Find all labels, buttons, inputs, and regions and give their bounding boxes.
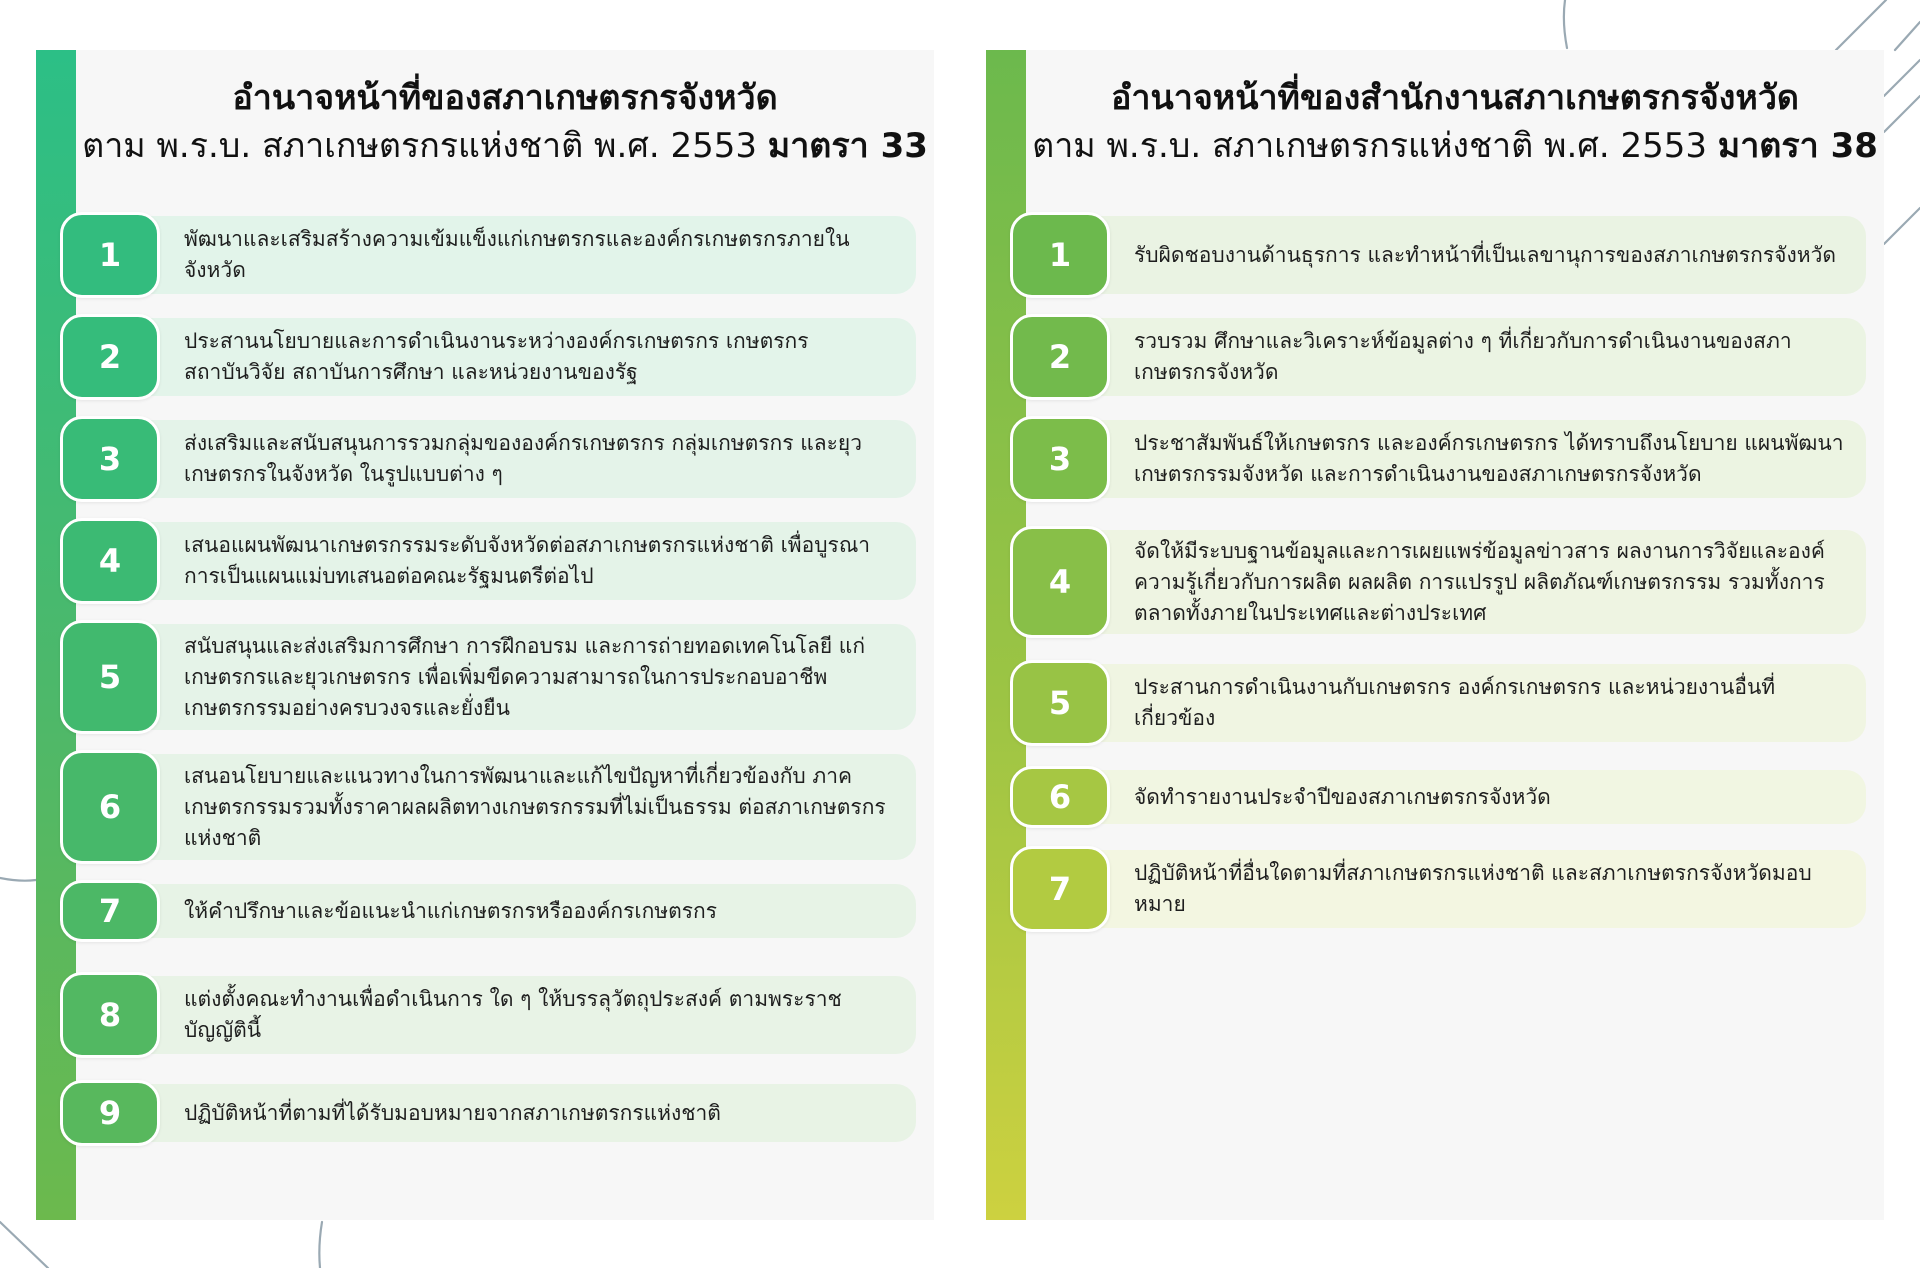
corner-line-bottom-1 bbox=[0, 1222, 48, 1268]
item-number-badge: 8 bbox=[60, 972, 160, 1058]
left-title-line2 bbox=[76, 122, 934, 170]
right-duty-item-2 bbox=[1010, 314, 1866, 400]
item-number-badge: 1 bbox=[60, 212, 160, 298]
item-text: รวบรวม ศึกษาและวิเคราะห์ข้อมูลต่าง ๆ ที่เกี่ยวกับการดำเนินงานของสภาเกษตรกรจังหวัด bbox=[1134, 329, 1792, 384]
corner-line-right-2 bbox=[1884, 96, 1920, 132]
item-text: พัฒนาและเสริมสร้างความเข้มแข็งแก่เกษตรกรและองค์กรเกษตรกรภายในจังหวัด bbox=[184, 227, 850, 282]
right-title-line1: อำนาจหน้าที่ของสำนักงานสภาเกษตรกรจังหวัด bbox=[1111, 78, 1799, 118]
item-text: ให้คำปรึกษาและข้อแนะนำแก่เกษตรกรหรือองค์กรเกษตรกร bbox=[184, 898, 718, 923]
item-text: จัดทำรายงานประจำปีของสภาเกษตรกรจังหวัด bbox=[1134, 784, 1551, 809]
left-duty-item-7 bbox=[60, 880, 916, 942]
left-duty-item-3 bbox=[60, 416, 916, 502]
right-duty-item-7 bbox=[1010, 846, 1866, 932]
item-number-badge: 7 bbox=[60, 880, 160, 942]
corner-line-bottom-2 bbox=[319, 1222, 322, 1268]
item-number-badge: 2 bbox=[60, 314, 160, 400]
right-duty-item-3 bbox=[1010, 416, 1866, 502]
left-title-line1: อำนาจหน้าที่ของสภาเกษตรกรจังหวัด bbox=[232, 78, 778, 118]
item-text: เสนอนโยบายและแนวทางในการพัฒนาและแก้ไขปัญหาที่เกี่ยวข้องกับ ภาคเกษตรกรรมรวมทั้งราคาผลผลิตทางเกษตรกรรมที่ไม่เป็นธรรม ต่อสภาเกษตรกรแห่งชาติ bbox=[184, 763, 886, 850]
left-duty-item-6 bbox=[60, 750, 916, 864]
right-title-line2-prefix: ตาม พ.ร.บ. สภาเกษตรกรแห่งชาติ พ.ศ. 2553 bbox=[1032, 126, 1718, 166]
item-number-badge: 7 bbox=[1010, 846, 1110, 932]
item-text: ปฏิบัติหน้าที่ตามที่ได้รับมอบหมายจากสภาเกษตรกรแห่งชาติ bbox=[184, 1100, 721, 1125]
left-duty-item-9 bbox=[60, 1080, 916, 1146]
item-number-badge: 4 bbox=[60, 518, 160, 604]
item-text: รับผิดชอบงานด้านธุรการ และทำหน้าที่เป็นเลขานุการของสภาเกษตรกรจังหวัด bbox=[1134, 242, 1836, 267]
corner-line-right-1 bbox=[1884, 60, 1920, 96]
item-text: ประชาสัมพันธ์ให้เกษตรกร และองค์กรเกษตรกร ได้ทราบถึงนโยบาย แผนพัฒนาเกษตรกรรมจังหวัด และการดำเนินงานของสภาเกษตรกรจังหวัด bbox=[1134, 431, 1844, 486]
item-number-badge: 9 bbox=[60, 1080, 160, 1146]
item-number-badge: 5 bbox=[1010, 660, 1110, 746]
corner-line-right-3 bbox=[1884, 208, 1920, 244]
left-duty-item-1 bbox=[60, 212, 916, 298]
left-duty-item-5 bbox=[60, 620, 916, 734]
item-text: ส่งเสริมและสนับสนุนการรวมกลุ่มขององค์กรเกษตรกร กลุ่มเกษตรกร และยุวเกษตรกรในจังหวัด ในรูปแบบต่าง ๆ bbox=[184, 431, 863, 486]
right-title-section: มาตรา 38 bbox=[1717, 126, 1878, 166]
right-panel bbox=[986, 50, 1884, 1220]
item-text: ประสานนโยบายและการดำเนินงานระหว่างองค์กรเกษตรกร เกษตรกร สถาบันวิจัย สถาบันการศึกษา และหน่วยงานของรัฐ bbox=[184, 329, 809, 384]
corner-line-top-1 bbox=[1564, 0, 1567, 48]
corner-line-top-3 bbox=[1895, 22, 1920, 50]
corner-line-left-1 bbox=[0, 878, 36, 881]
right-duty-item-5 bbox=[1010, 660, 1866, 746]
right-duty-item-4 bbox=[1010, 526, 1866, 638]
right-title-line2 bbox=[1026, 122, 1884, 170]
item-number-badge: 3 bbox=[1010, 416, 1110, 502]
right-duty-item-6 bbox=[1010, 766, 1866, 828]
left-duty-item-4 bbox=[60, 518, 916, 604]
item-number-badge: 6 bbox=[60, 750, 160, 864]
right-duty-item-1 bbox=[1010, 212, 1866, 298]
item-number-badge: 3 bbox=[60, 416, 160, 502]
item-number-badge: 5 bbox=[60, 620, 160, 734]
item-text: ปฏิบัติหน้าที่อื่นใดตามที่สภาเกษตรกรแห่งชาติ และสภาเกษตรกรจังหวัดมอบหมาย bbox=[1134, 861, 1812, 916]
left-title-section: มาตรา 33 bbox=[767, 126, 928, 166]
corner-line-top-2 bbox=[1836, 0, 1886, 50]
left-duty-item-8 bbox=[60, 972, 916, 1058]
item-text: เสนอแผนพัฒนาเกษตรกรรมระดับจังหวัดต่อสภาเกษตรกรแห่งชาติ เพื่อบูรณาการเป็นแผนแม่บทเสนอต่อคณะรัฐมนตรีต่อไป bbox=[184, 533, 871, 588]
item-number-badge: 2 bbox=[1010, 314, 1110, 400]
item-text: แต่งตั้งคณะทำงานเพื่อดำเนินการ ใด ๆ ให้บรรลุวัตถุประสงค์ ตามพระราชบัญญัตินี้ bbox=[184, 987, 842, 1042]
left-panel-title bbox=[76, 74, 934, 170]
left-duty-item-2 bbox=[60, 314, 916, 400]
item-number-badge: 4 bbox=[1010, 526, 1110, 638]
right-panel-title bbox=[1026, 74, 1884, 170]
item-number-badge: 6 bbox=[1010, 766, 1110, 828]
left-title-line2-prefix: ตาม พ.ร.บ. สภาเกษตรกรแห่งชาติ พ.ศ. 2553 bbox=[82, 126, 768, 166]
left-panel bbox=[36, 50, 934, 1220]
item-text: จัดให้มีระบบฐานข้อมูลและการเผยแพร่ข้อมูลข่าวสาร ผลงานการวิจัยและองค์ความรู้เกี่ยวกับการผลิต ผลผลิต การแปรรูป ผลิตภัณฑ์เกษตรกรรม รวมทั้งการตลาดทั้งภายในประเทศและต่างประเทศ bbox=[1134, 538, 1825, 625]
item-text: ประสานการดำเนินงานกับเกษตรกร องค์กรเกษตรกร และหน่วยงานอื่นที่เกี่ยวข้อง bbox=[1134, 675, 1776, 730]
item-text: สนับสนุนและส่งเสริมการศึกษา การฝึกอบรม และการถ่ายทอดเทคโนโลยี แก่เกษตรกรและยุวเกษตรกร เพื่อเพิ่มขีดความสามารถในการประกอบอาชีพเกษตรกรรมอย่างครบวงจรและยั่งยืน bbox=[184, 633, 866, 720]
item-number-badge: 1 bbox=[1010, 212, 1110, 298]
